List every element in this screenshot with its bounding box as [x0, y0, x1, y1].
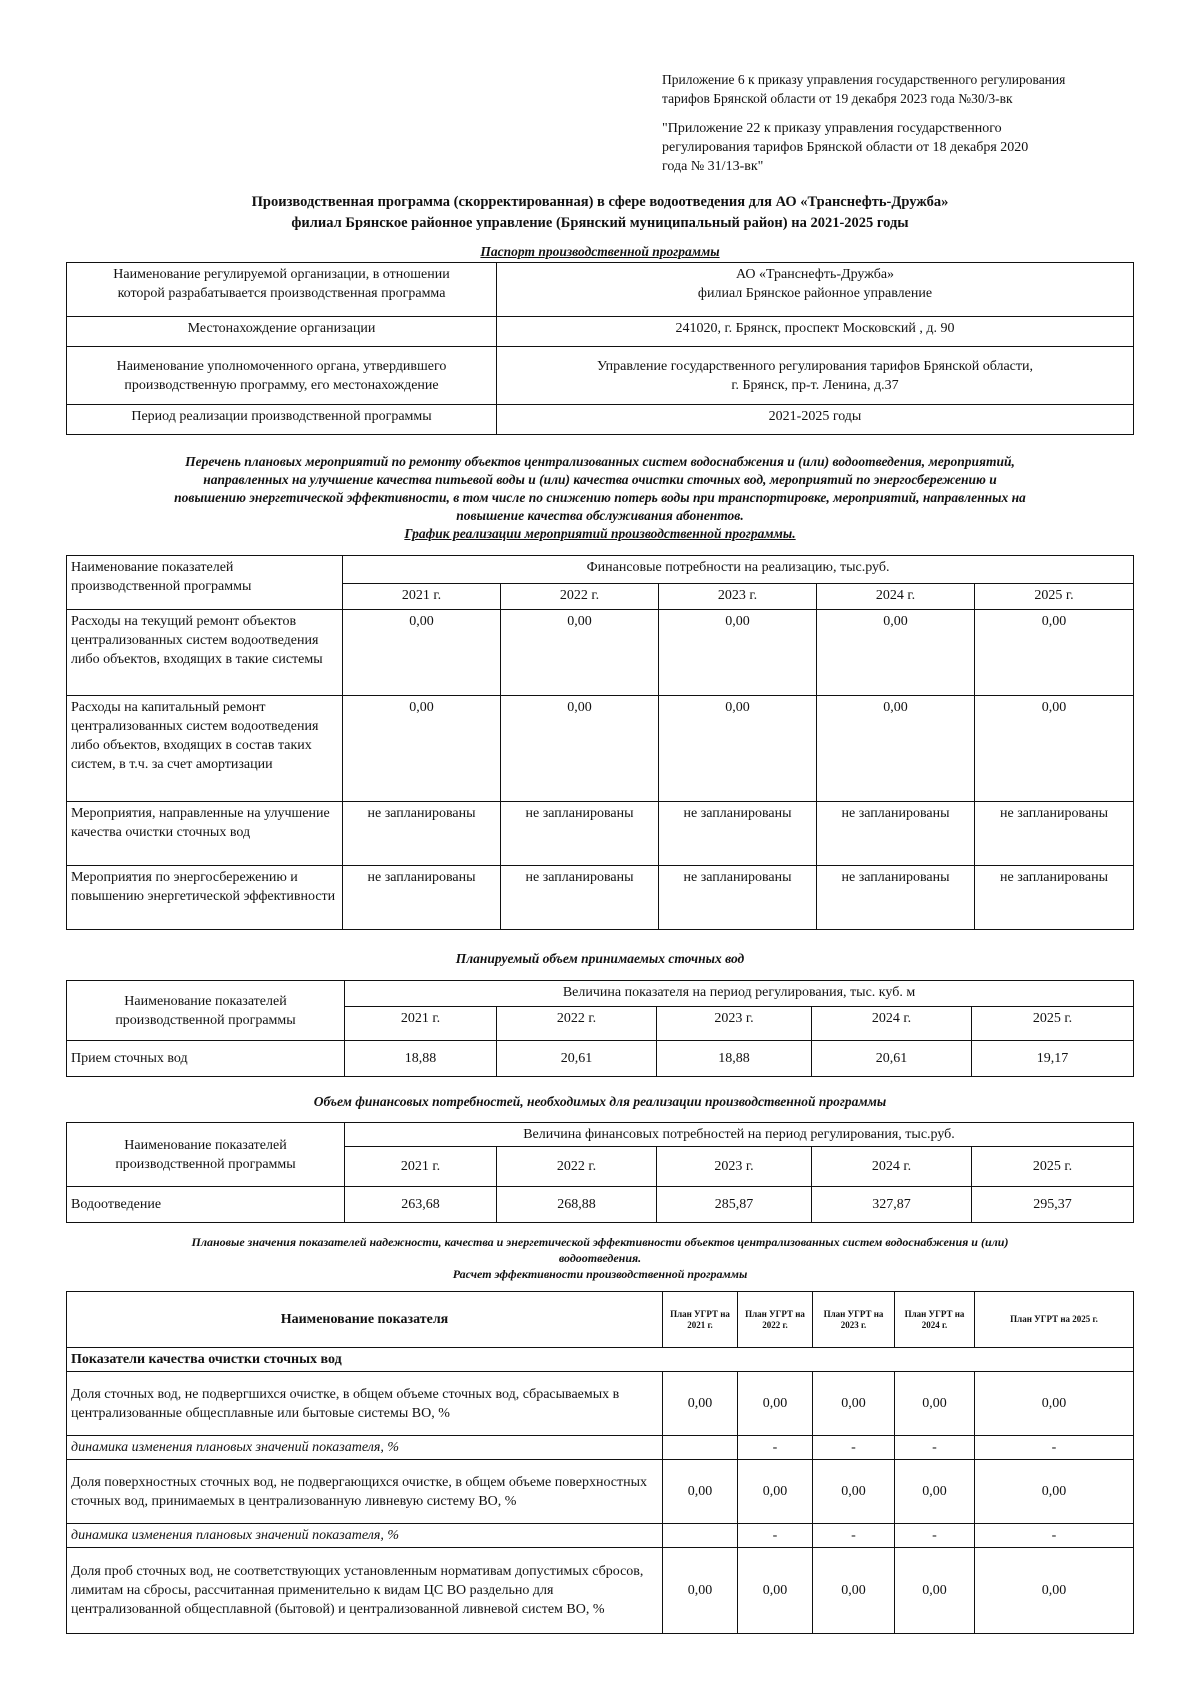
passport-label-line: Наименование уполномоченного органа, утвердившего — [116, 358, 447, 374]
efficiency-header-row — [67, 1292, 1134, 1348]
finance-head-group: Величина финансовых потребностей на период регулирования, тыс.руб. — [345, 1123, 1134, 1147]
volume-head-group: Величина показателя на период регулирования, тыс. куб. м — [345, 981, 1134, 1007]
measures-caption-line: повышению энергетической эффективности, в том числе по снижению потерь воды при транспортировке, мероприятий, направленных на — [174, 490, 1026, 505]
measures-caption-line: График реализации мероприятий производственной программы. — [404, 526, 796, 541]
passport-label-line: Местонахождение организации — [187, 321, 376, 336]
page-title — [60, 192, 1140, 234]
value-cell: - — [975, 1436, 1134, 1460]
appendix-quote-line-3: года № 31/13-вк" — [662, 159, 764, 174]
row-name: Мероприятия, направленные на улучшение качества очистки сточных вод — [67, 802, 343, 866]
passport-row — [67, 405, 1134, 435]
value-cell: 0,00 — [663, 1548, 738, 1634]
value-cell: 18,88 — [657, 1041, 812, 1077]
section-row — [67, 1348, 1134, 1372]
value-cell: 0,00 — [975, 610, 1134, 696]
plan-year-header: План УГРТ на 2024 г. — [895, 1292, 975, 1348]
efficiency-caption-line: Плановые значения показателей надежности, качества и энергетической эффективности объектов централизованных систем водоснабжения и (или) — [191, 1235, 1009, 1249]
table-row — [67, 1187, 1134, 1223]
volume-head-name: Наименование показателей производственной программы — [67, 981, 345, 1041]
passport-value — [497, 347, 1134, 405]
year-cell: 2022 г. — [501, 584, 659, 610]
plan-year-header: План УГРТ на 2025 г. — [975, 1292, 1134, 1348]
value-cell: 18,88 — [345, 1041, 497, 1077]
row-name: Доля поверхностных сточных вод, не подвергающихся очистке, в общем объеме поверхностных сточных вод, принимаемых в централизованную ливневую систему ВО, % — [67, 1460, 663, 1524]
volume-header-row — [67, 981, 1134, 1007]
row-name: Водоотведение — [67, 1187, 345, 1223]
value-cell: не запланированы — [343, 866, 501, 930]
value-cell: - — [895, 1436, 975, 1460]
value-cell: не запланированы — [501, 802, 659, 866]
passport-caption — [60, 243, 1140, 261]
value-cell: не запланированы — [975, 866, 1134, 930]
year-cell: 2025 г. — [975, 584, 1134, 610]
value-cell: 327,87 — [812, 1187, 972, 1223]
measures-caption-line: Перечень плановых мероприятий по ремонту объектов централизованных систем водоснабжения и (или) водоотведения, мероприятий, — [185, 454, 1015, 469]
measures-caption — [60, 453, 1140, 543]
plan-year-header: План УГРТ на 2022 г. — [738, 1292, 813, 1348]
measures-head-group: Финансовые потребности на реализацию, тыс.руб. — [343, 556, 1134, 584]
volume-caption — [60, 950, 1140, 968]
table-row — [67, 1041, 1134, 1077]
year-cell: 2023 г. — [657, 1147, 812, 1187]
value-cell: - — [975, 1524, 1134, 1548]
year-cell: 2021 г. — [343, 584, 501, 610]
table-row — [67, 802, 1134, 866]
row-name: Расходы на капитальный ремонт централизованных систем водоотведения либо объектов, входящих в состав таких систем, в т.ч. за счет амортизации — [67, 696, 343, 802]
passport-label-line: которой разрабатывается производственная программа — [117, 286, 446, 301]
value-cell: - — [813, 1436, 895, 1460]
passport-value-line: филиал Брянское районное управление — [697, 286, 933, 301]
value-cell — [663, 1436, 738, 1460]
measures-table — [66, 555, 1134, 930]
passport-label — [67, 405, 497, 435]
efficiency-caption — [60, 1234, 1140, 1282]
appendix-line-2: тарифов Брянской области от 19 декабря 2023 года №30/3-вк — [662, 91, 1013, 106]
value-cell: не запланированы — [659, 802, 817, 866]
passport-value-line: г. Брянск, пр-т. Ленина, д.37 — [731, 377, 899, 393]
passport-label — [67, 317, 497, 347]
row-name: динамика изменения плановых значений показателя, % — [67, 1524, 663, 1548]
row-name: Доля проб сточных вод, не соответствующих установленным нормативам допустимых сбросов, лимитам на сбросы, рассчитанная применительно к видам ЦС ВО раздельно для централизованной общесплавной (бытовой) и централизованной ливневой систем ВО, % — [67, 1548, 663, 1634]
year-cell: 2024 г. — [817, 584, 975, 610]
passport-label-line: производственную программу, его местонахождение — [124, 377, 439, 393]
efficiency-caption-line: Расчет эффективности производственной программы — [452, 1267, 748, 1281]
table-row — [67, 866, 1134, 930]
value-cell: 0,00 — [975, 1372, 1134, 1436]
table-row — [67, 1436, 1134, 1460]
passport-value-line: АО «Транснефть-Дружба» — [735, 267, 895, 282]
passport-label — [67, 347, 497, 405]
row-name: Прием сточных вод — [67, 1041, 345, 1077]
appendix-quote-line-2: регулирования тарифов Брянской области от 18 декабря 2020 — [662, 140, 1029, 155]
passport-table — [66, 262, 1134, 435]
appendix-quote — [662, 119, 1132, 176]
passport-row — [67, 317, 1134, 347]
finance-table — [66, 1122, 1134, 1223]
value-cell: 0,00 — [895, 1372, 975, 1436]
value-cell: 0,00 — [813, 1372, 895, 1436]
value-cell: 295,37 — [972, 1187, 1134, 1223]
value-cell: 0,00 — [663, 1372, 738, 1436]
passport-value-line: 2021-2025 годы — [768, 409, 862, 424]
value-cell: 19,17 — [972, 1041, 1134, 1077]
value-cell: не запланированы — [817, 866, 975, 930]
value-cell: 0,00 — [659, 610, 817, 696]
value-cell: - — [895, 1524, 975, 1548]
value-cell: 0,00 — [343, 696, 501, 802]
passport-value — [497, 263, 1134, 317]
value-cell: 0,00 — [975, 1548, 1134, 1634]
value-cell: не запланированы — [975, 802, 1134, 866]
appendix-quote-line-1: "Приложение 22 к приказу управления государственного — [662, 121, 1002, 136]
efficiency-caption-line: водоотведения. — [558, 1251, 642, 1265]
passport-label — [67, 263, 497, 317]
row-name: Мероприятия по энергосбережению и повышению энергетической эффективности — [67, 866, 343, 930]
measures-header-row — [67, 556, 1134, 584]
passport-value — [497, 405, 1134, 435]
year-cell: 2022 г. — [497, 1007, 657, 1041]
value-cell: 268,88 — [497, 1187, 657, 1223]
section-title: Показатели качества очистки сточных вод — [67, 1348, 1134, 1372]
finance-head-name: Наименование показателей производственной программы — [67, 1123, 345, 1187]
appendix-line-1: Приложение 6 к приказу управления государственного регулирования — [662, 72, 1066, 87]
table-row — [67, 1460, 1134, 1524]
measures-head-name: Наименование показателей производственной программы — [67, 556, 343, 610]
plan-year-header: План УГРТ на 2021 г. — [663, 1292, 738, 1348]
value-cell: - — [738, 1436, 813, 1460]
table-row — [67, 1524, 1134, 1548]
year-cell: 2021 г. — [345, 1147, 497, 1187]
passport-label-line: Наименование регулируемой организации, в отношении — [113, 267, 450, 282]
finance-caption — [60, 1093, 1140, 1111]
value-cell: 0,00 — [501, 610, 659, 696]
value-cell: не запланированы — [343, 802, 501, 866]
value-cell: 0,00 — [975, 696, 1134, 802]
value-cell: 0,00 — [659, 696, 817, 802]
value-cell: 0,00 — [501, 696, 659, 802]
value-cell: 0,00 — [895, 1548, 975, 1634]
measures-caption-line: направленных на улучшение качества питьевой воды и (или) качества очистки сточных вод, мероприятий по энергосбережению и — [203, 472, 997, 487]
plan-year-header: План УГРТ на 2023 г. — [813, 1292, 895, 1348]
value-cell: 263,68 — [345, 1187, 497, 1223]
table-row — [67, 610, 1134, 696]
volume-table — [66, 980, 1134, 1077]
value-cell: 0,00 — [817, 610, 975, 696]
row-name: Доля сточных вод, не подвергшихся очистке, в общем объеме сточных вод, сбрасываемых в централизованные общесплавные или бытовые системы ВО, % — [67, 1372, 663, 1436]
year-cell: 2023 г. — [659, 584, 817, 610]
value-cell: 0,00 — [738, 1372, 813, 1436]
value-cell: 0,00 — [813, 1548, 895, 1634]
table-row — [67, 1372, 1134, 1436]
passport-caption-text: Паспорт производственной программы — [480, 244, 720, 259]
value-cell: не запланированы — [501, 866, 659, 930]
year-cell: 2025 г. — [972, 1147, 1134, 1187]
value-cell — [663, 1524, 738, 1548]
measures-caption-line: повышение качества обслуживания абонентов. — [456, 508, 744, 523]
finance-caption-text: Объем финансовых потребностей, необходимых для реализации производственной программы — [313, 1094, 887, 1109]
year-cell: 2021 г. — [345, 1007, 497, 1041]
passport-value — [497, 317, 1134, 347]
finance-header-row — [67, 1123, 1134, 1147]
value-cell: - — [738, 1524, 813, 1548]
table-row — [67, 1548, 1134, 1634]
value-cell: не запланированы — [659, 866, 817, 930]
passport-row — [67, 263, 1134, 317]
passport-value-line: 241020, г. Брянск, проспект Московский , д. 90 — [675, 321, 955, 336]
appendix-note — [662, 70, 1132, 108]
passport-row — [67, 347, 1134, 405]
value-cell: 0,00 — [738, 1548, 813, 1634]
year-cell: 2023 г. — [657, 1007, 812, 1041]
efficiency-table — [66, 1291, 1134, 1634]
value-cell: 285,87 — [657, 1187, 812, 1223]
value-cell: 0,00 — [817, 696, 975, 802]
value-cell: - — [813, 1524, 895, 1548]
value-cell: 0,00 — [663, 1460, 738, 1524]
value-cell: не запланированы — [817, 802, 975, 866]
value-cell: 20,61 — [812, 1041, 972, 1077]
value-cell: 0,00 — [738, 1460, 813, 1524]
value-cell: 0,00 — [895, 1460, 975, 1524]
row-name: Расходы на текущий ремонт объектов централизованных систем водоотведения либо объектов, входящих в такие системы — [67, 610, 343, 696]
year-cell: 2024 г. — [812, 1007, 972, 1041]
row-name: динамика изменения плановых значений показателя, % — [67, 1436, 663, 1460]
efficiency-head-name: Наименование показателя — [67, 1292, 663, 1348]
value-cell: 0,00 — [343, 610, 501, 696]
year-cell: 2025 г. — [972, 1007, 1134, 1041]
value-cell: 0,00 — [813, 1460, 895, 1524]
passport-label-line: Период реализации производственной программы — [131, 409, 432, 424]
year-cell: 2022 г. — [497, 1147, 657, 1187]
passport-value-line: Управление государственного регулирования тарифов Брянской области, — [596, 358, 1034, 374]
year-cell: 2024 г. — [812, 1147, 972, 1187]
volume-caption-text: Планируемый объем принимаемых сточных вод — [455, 951, 745, 966]
value-cell: 0,00 — [975, 1460, 1134, 1524]
table-row — [67, 696, 1134, 802]
title-line-2: филиал Брянское районное управление (Брянский муниципальный район) на 2021-2025 годы — [291, 215, 909, 231]
value-cell: 20,61 — [497, 1041, 657, 1077]
title-line-1: Производственная программа (скорректированная) в сфере водоотведения для АО «Транснефть-Дружба» — [251, 194, 949, 210]
